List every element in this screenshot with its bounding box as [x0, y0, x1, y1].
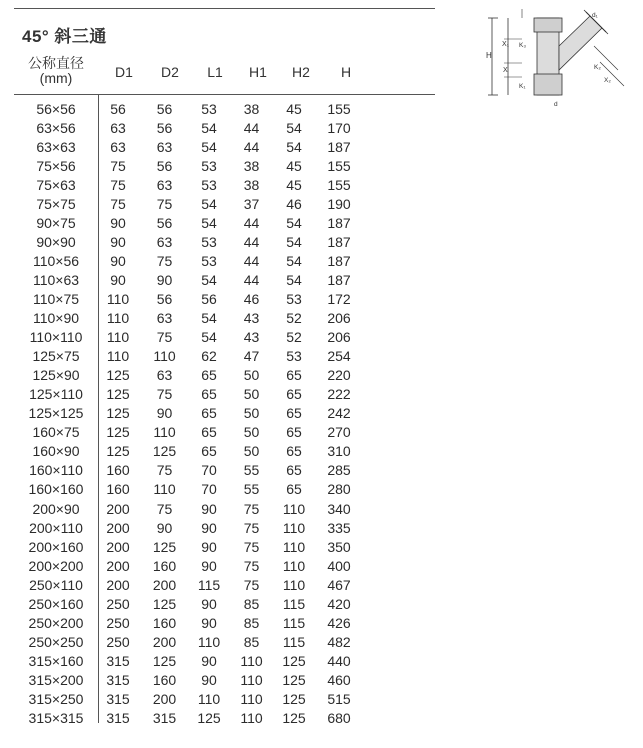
- cell-h: 222: [327, 386, 351, 403]
- table-row: [14, 556, 366, 575]
- cell-d1: 110: [106, 290, 130, 307]
- cell-h1: 50: [243, 424, 260, 441]
- cell-l1: 53: [201, 100, 217, 117]
- spec-table-body: [14, 99, 366, 728]
- cell-d1: 75: [110, 176, 126, 193]
- table-row: [14, 270, 366, 289]
- cell-h2: 45: [286, 157, 302, 174]
- table-row: [14, 423, 366, 442]
- table-row: [14, 499, 366, 518]
- cell-l1: 110: [197, 633, 221, 650]
- cell-l1: 90: [201, 500, 217, 517]
- cell-d1: 125: [106, 443, 130, 460]
- cell-d2: 63: [156, 176, 173, 193]
- cell-size: 315×315: [28, 710, 84, 727]
- cell-h2: 65: [286, 424, 302, 441]
- table-row: [14, 232, 366, 251]
- cell-h1: 110: [240, 690, 263, 707]
- label-k2: K₂: [594, 64, 601, 71]
- cell-h2: 54: [286, 252, 302, 269]
- cell-d1: 200: [106, 538, 130, 555]
- header-nominal-diameter: [14, 56, 98, 86]
- cell-h: 335: [327, 519, 351, 536]
- cell-l1: 65: [201, 443, 217, 460]
- cell-h2: 110: [282, 576, 306, 593]
- cell-l1: 54: [201, 329, 217, 346]
- cell-h2: 54: [286, 214, 302, 231]
- cell-d2: 160: [152, 557, 177, 574]
- cell-h: 285: [327, 462, 351, 479]
- cell-l1: 56: [201, 290, 217, 307]
- cell-size: 56×56: [36, 100, 76, 117]
- cell-d2: 110: [153, 348, 176, 365]
- cell-size: 110×90: [32, 310, 80, 327]
- label-x: X: [503, 67, 508, 74]
- cell-h: 206: [327, 329, 351, 346]
- cell-d2: 75: [156, 386, 173, 403]
- header-size-line2: (mm): [39, 70, 73, 86]
- cell-h1: 44: [243, 271, 260, 288]
- cell-d1: 75: [110, 195, 126, 212]
- cell-size: 315×250: [28, 690, 84, 707]
- cell-h1: 110: [240, 671, 263, 688]
- cell-d1: 90: [110, 271, 126, 288]
- cell-size: 160×90: [32, 443, 80, 460]
- cell-size: 125×75: [32, 348, 80, 365]
- cell-d1: 200: [106, 500, 130, 517]
- cell-d1: 90: [110, 252, 126, 269]
- cell-d2: 125: [152, 652, 177, 669]
- cell-h2: 115: [282, 633, 306, 650]
- label-d1: d₁: [592, 12, 598, 19]
- header-l1: L1: [207, 64, 223, 80]
- cell-h2: 115: [282, 595, 306, 612]
- cell-d2: 90: [156, 405, 173, 422]
- cell-h1: 38: [243, 157, 260, 174]
- cell-size: 75×63: [36, 176, 76, 193]
- cell-d2: 110: [153, 424, 176, 441]
- table-row: [14, 99, 366, 118]
- cell-d1: 250: [106, 614, 130, 631]
- page-title: 45° 斜三通: [22, 27, 107, 46]
- cell-l1: 70: [201, 462, 217, 479]
- header-h2: H2: [292, 64, 310, 80]
- cell-h1: 47: [243, 348, 260, 365]
- cell-h: 280: [327, 481, 351, 498]
- table-row: [14, 118, 366, 137]
- cell-h: 482: [327, 633, 351, 650]
- table-row: [14, 385, 366, 404]
- cell-size: 75×75: [36, 195, 76, 212]
- cell-size: 315×200: [28, 671, 84, 688]
- cell-size: 75×56: [36, 157, 76, 174]
- cell-d2: 160: [152, 671, 177, 688]
- cell-h2: 65: [286, 367, 302, 384]
- cell-h: 350: [327, 538, 351, 555]
- cell-d2: 125: [152, 538, 177, 555]
- cell-d1: 56: [110, 100, 126, 117]
- cell-l1: 54: [201, 310, 217, 327]
- cell-size: 250×200: [28, 614, 84, 631]
- cell-h1: 85: [243, 633, 260, 650]
- cell-h1: 38: [243, 100, 260, 117]
- cell-h1: 44: [243, 214, 260, 231]
- cell-h1: 75: [243, 500, 260, 517]
- cell-h1: 75: [243, 538, 260, 555]
- cell-h: 187: [327, 138, 351, 155]
- cell-h: 242: [327, 405, 351, 422]
- label-k3: K₃: [519, 42, 526, 49]
- cell-h1: 50: [243, 443, 260, 460]
- cell-l1: 54: [201, 271, 217, 288]
- cell-h1: 75: [243, 557, 260, 574]
- cell-h1: 110: [240, 652, 263, 669]
- cell-h: 155: [327, 100, 351, 117]
- cell-l1: 65: [201, 424, 217, 441]
- cell-size: 250×110: [29, 576, 83, 593]
- cell-size: 125×110: [29, 386, 83, 403]
- cell-l1: 90: [201, 538, 217, 555]
- table-row: [14, 480, 366, 499]
- header-size-line1: 公称直径: [28, 55, 84, 71]
- cell-d2: 63: [156, 233, 173, 250]
- cell-d2: 200: [152, 690, 177, 707]
- cell-h1: 43: [243, 329, 260, 346]
- cell-h2: 125: [282, 652, 306, 669]
- cell-h2: 125: [282, 710, 306, 727]
- header-h: H: [340, 64, 352, 80]
- cell-h2: 65: [286, 386, 302, 403]
- cell-d2: 75: [156, 252, 173, 269]
- cell-l1: 53: [201, 176, 217, 193]
- cell-d2: 125: [152, 443, 177, 460]
- cell-h2: 110: [282, 557, 306, 574]
- cell-size: 250×250: [28, 633, 84, 650]
- label-d: d: [554, 101, 558, 108]
- cell-size: 250×160: [28, 595, 84, 612]
- table-row: [14, 518, 366, 537]
- cell-h2: 54: [286, 138, 302, 155]
- cell-d2: 63: [156, 138, 173, 155]
- cell-h2: 53: [286, 348, 302, 365]
- label-h: H: [486, 51, 492, 60]
- cell-l1: 90: [201, 595, 217, 612]
- cell-d1: 160: [106, 481, 130, 498]
- cell-l1: 54: [201, 138, 217, 155]
- cell-h1: 44: [243, 233, 260, 250]
- table-row: [14, 632, 366, 651]
- cell-l1: 54: [201, 195, 217, 212]
- cell-h: 270: [327, 424, 351, 441]
- cell-d2: 90: [156, 519, 173, 536]
- table-row: [14, 613, 366, 632]
- top-socket: [534, 18, 562, 32]
- cell-d1: 315: [106, 690, 130, 707]
- cell-h: 460: [327, 671, 351, 688]
- cell-d2: 63: [156, 310, 173, 327]
- cell-d2: 75: [156, 462, 173, 479]
- cell-d1: 315: [106, 671, 130, 688]
- cell-l1: 53: [201, 157, 217, 174]
- cell-size: 110×63: [32, 271, 80, 288]
- cell-h: 187: [327, 214, 351, 231]
- cell-h: 172: [327, 290, 351, 307]
- cell-h1: 50: [243, 405, 260, 422]
- cell-h2: 65: [286, 462, 302, 479]
- cell-size: 200×110: [29, 519, 83, 536]
- cell-l1: 90: [201, 557, 217, 574]
- cell-d1: 250: [106, 633, 130, 650]
- top-rule: [14, 8, 435, 9]
- cell-size: 63×56: [36, 119, 76, 136]
- cell-h2: 110: [282, 519, 306, 536]
- cell-d1: 63: [110, 119, 126, 136]
- table-row: [14, 137, 366, 156]
- header-h1: H1: [249, 64, 267, 80]
- cell-h: 206: [327, 310, 351, 327]
- cell-d2: 125: [152, 595, 177, 612]
- table-row: [14, 366, 366, 385]
- cell-l1: 90: [201, 614, 217, 631]
- cell-size: 90×90: [36, 233, 76, 250]
- cell-d2: 315: [152, 710, 177, 727]
- cell-d2: 63: [156, 367, 173, 384]
- cell-d1: 200: [106, 557, 130, 574]
- cell-h2: 110: [282, 500, 306, 517]
- cell-h: 440: [327, 652, 351, 669]
- cell-h1: 50: [243, 386, 260, 403]
- cell-h: 426: [327, 614, 351, 631]
- cell-size: 160×160: [28, 481, 84, 498]
- cell-h: 400: [327, 557, 351, 574]
- cell-h1: 85: [243, 595, 260, 612]
- cell-d2: 56: [156, 290, 173, 307]
- cell-d1: 200: [106, 576, 130, 593]
- cell-h1: 44: [243, 138, 260, 155]
- table-row: [14, 689, 366, 708]
- cell-h: 254: [327, 348, 351, 365]
- cell-h2: 46: [286, 195, 302, 212]
- cell-h2: 52: [286, 310, 302, 327]
- cell-h1: 43: [243, 310, 260, 327]
- cell-d1: 110: [106, 329, 130, 346]
- cell-d1: 75: [110, 157, 126, 174]
- cell-size: 160×110: [29, 462, 83, 479]
- table-row: [14, 537, 366, 556]
- table-row: [14, 404, 366, 423]
- tee-dimension-diagram: [482, 2, 632, 110]
- cell-l1: 53: [201, 233, 217, 250]
- cell-d2: 56: [156, 100, 173, 117]
- cell-size: 200×200: [28, 557, 84, 574]
- cell-size: 110×75: [32, 290, 80, 307]
- cell-h2: 53: [286, 290, 302, 307]
- bottom-socket: [534, 74, 562, 95]
- cell-d1: 125: [106, 386, 130, 403]
- cell-h1: 46: [243, 290, 260, 307]
- cell-l1: 54: [201, 119, 217, 136]
- table-row: [14, 213, 366, 232]
- cell-d1: 315: [106, 652, 130, 669]
- cell-h2: 125: [282, 690, 306, 707]
- cell-d2: 90: [156, 271, 173, 288]
- cell-l1: 110: [197, 690, 221, 707]
- label-x1: X₁: [502, 41, 510, 48]
- cell-d1: 90: [110, 233, 126, 250]
- cell-d2: 75: [156, 500, 173, 517]
- table-row: [14, 156, 366, 175]
- spec-table: [14, 99, 366, 728]
- cell-l1: 70: [201, 481, 217, 498]
- cell-d2: 200: [152, 633, 177, 650]
- cell-h1: 75: [243, 576, 260, 593]
- cell-d1: 63: [110, 138, 126, 155]
- cell-h2: 65: [286, 481, 302, 498]
- table-row: [14, 594, 366, 613]
- cell-d2: 56: [156, 157, 173, 174]
- cell-h: 187: [327, 271, 351, 288]
- cell-h: 170: [327, 119, 351, 136]
- table-row: [14, 309, 366, 328]
- cell-h2: 110: [282, 538, 306, 555]
- cell-size: 110×56: [32, 252, 80, 269]
- cell-d2: 110: [153, 481, 176, 498]
- cell-h1: 38: [243, 176, 260, 193]
- cell-h: 340: [327, 500, 351, 517]
- cell-h: 515: [327, 690, 351, 707]
- cell-h2: 54: [286, 271, 302, 288]
- cell-d2: 160: [152, 614, 177, 631]
- cell-h: 467: [327, 576, 351, 593]
- cell-h2: 45: [286, 100, 302, 117]
- cell-l1: 53: [201, 252, 217, 269]
- cell-l1: 65: [201, 386, 217, 403]
- cell-h1: 110: [240, 710, 263, 727]
- cell-d2: 56: [156, 119, 173, 136]
- cell-l1: 65: [201, 367, 217, 384]
- cell-l1: 90: [201, 652, 217, 669]
- cell-h1: 55: [243, 462, 260, 479]
- label-k1: K₁: [519, 83, 526, 90]
- cell-d2: 56: [156, 214, 173, 231]
- cell-h: 220: [327, 367, 351, 384]
- table-row: [14, 651, 366, 670]
- cell-d1: 90: [110, 214, 126, 231]
- cell-l1: 90: [201, 671, 217, 688]
- cell-h2: 54: [286, 233, 302, 250]
- cell-h1: 44: [243, 252, 260, 269]
- cell-size: 160×75: [32, 424, 80, 441]
- cell-l1: 62: [201, 348, 217, 365]
- table-row: [14, 347, 366, 366]
- label-x2: X₂: [604, 77, 611, 84]
- cell-h: 187: [327, 252, 351, 269]
- cell-h1: 75: [243, 519, 260, 536]
- cell-d1: 125: [106, 405, 130, 422]
- cell-d1: 315: [106, 710, 130, 727]
- cell-d1: 110: [106, 348, 130, 365]
- cell-h1: 50: [243, 367, 260, 384]
- table-row: [14, 461, 366, 480]
- cell-l1: 115: [197, 576, 221, 593]
- cell-l1: 65: [201, 405, 217, 422]
- cell-size: 125×125: [28, 405, 84, 422]
- cell-h2: 65: [286, 405, 302, 422]
- table-row: [14, 442, 366, 461]
- cell-size: 63×63: [36, 138, 76, 155]
- table-row: [14, 251, 366, 270]
- cell-h: 420: [327, 595, 351, 612]
- cell-l1: 54: [201, 214, 217, 231]
- cell-h2: 125: [282, 671, 306, 688]
- cell-d1: 125: [106, 424, 130, 441]
- cell-h1: 55: [243, 481, 260, 498]
- cell-size: 200×90: [32, 500, 80, 517]
- cell-d1: 200: [106, 519, 130, 536]
- cell-d2: 200: [152, 576, 177, 593]
- table-row: [14, 328, 366, 347]
- cell-d1: 160: [106, 462, 130, 479]
- cell-h2: 54: [286, 119, 302, 136]
- cell-h1: 44: [243, 119, 260, 136]
- cell-h: 155: [327, 157, 351, 174]
- table-row: [14, 575, 366, 594]
- header-rule: [14, 94, 435, 95]
- cell-l1: 90: [201, 519, 217, 536]
- cell-d2: 75: [156, 329, 173, 346]
- cell-h: 190: [327, 195, 351, 212]
- cell-d2: 75: [156, 195, 173, 212]
- cell-l1: 125: [197, 710, 221, 727]
- table-row: [14, 289, 366, 308]
- cell-size: 90×75: [36, 214, 76, 231]
- cell-d1: 250: [106, 595, 130, 612]
- cell-h: 310: [327, 443, 351, 460]
- cell-d1: 110: [106, 310, 130, 327]
- table-row: [14, 670, 366, 689]
- cell-d1: 125: [106, 367, 130, 384]
- cell-h1: 85: [243, 614, 260, 631]
- cell-h: 680: [327, 710, 351, 727]
- table-row: [14, 709, 366, 728]
- cell-size: 125×90: [32, 367, 80, 384]
- header-d1: D1: [115, 64, 133, 80]
- table-row: [14, 175, 366, 194]
- cell-size: 315×160: [28, 652, 84, 669]
- cell-h2: 65: [286, 443, 302, 460]
- cell-h2: 52: [286, 329, 302, 346]
- cell-size: 110×110: [29, 329, 83, 346]
- branch-pipe: [559, 16, 602, 70]
- cell-h2: 115: [282, 614, 306, 631]
- cell-h: 187: [327, 233, 351, 250]
- header-d2: D2: [161, 64, 179, 80]
- cell-size: 200×160: [28, 538, 84, 555]
- cell-h: 155: [327, 176, 351, 193]
- cell-h1: 37: [243, 195, 260, 212]
- cell-h2: 45: [286, 176, 302, 193]
- table-row: [14, 194, 366, 213]
